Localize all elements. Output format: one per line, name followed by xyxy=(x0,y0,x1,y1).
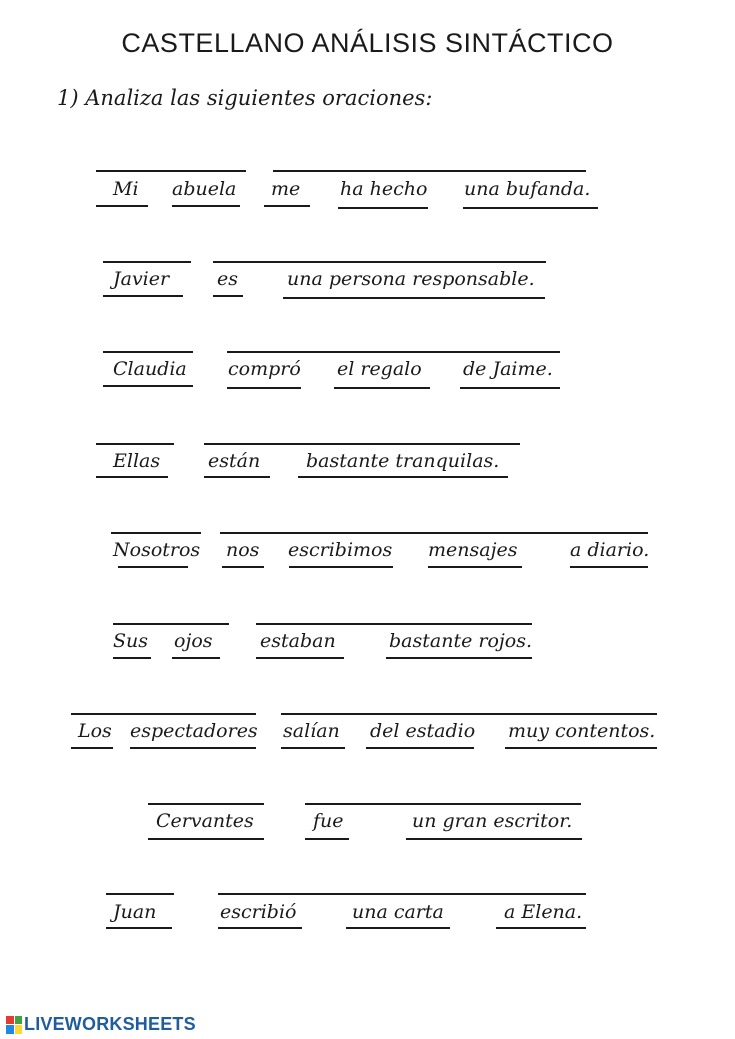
sentence-word: Claudia xyxy=(113,358,187,380)
analysis-line[interactable] xyxy=(305,838,349,840)
analysis-line[interactable] xyxy=(227,387,301,389)
analysis-line[interactable] xyxy=(305,803,581,805)
sentence-word: ojos xyxy=(174,630,213,652)
analysis-line[interactable] xyxy=(71,713,256,715)
sentence-word: están xyxy=(208,450,261,472)
sentence-word: el regalo xyxy=(337,358,422,380)
analysis-line[interactable] xyxy=(386,657,532,659)
analysis-line[interactable] xyxy=(281,713,657,715)
sentence-word: Nosotros xyxy=(113,539,201,561)
sentence-word: Mi xyxy=(113,178,139,200)
analysis-line[interactable] xyxy=(148,838,264,840)
sentence-word: me xyxy=(271,178,301,200)
analysis-line[interactable] xyxy=(227,351,560,353)
analysis-line[interactable] xyxy=(96,170,246,172)
analysis-line[interactable] xyxy=(220,532,648,534)
logo-brand-text: LIVEWORKSHEETS xyxy=(24,1014,196,1034)
analysis-line[interactable] xyxy=(130,747,256,749)
analysis-line[interactable] xyxy=(213,261,546,263)
sentence-word: estaban xyxy=(260,630,336,652)
analysis-line[interactable] xyxy=(338,207,428,209)
analysis-line[interactable] xyxy=(148,803,264,805)
sentence-word: a Elena. xyxy=(504,901,583,923)
analysis-line[interactable] xyxy=(570,566,648,568)
analysis-line[interactable] xyxy=(172,657,220,659)
analysis-line[interactable] xyxy=(118,566,188,568)
analysis-line[interactable] xyxy=(96,443,174,445)
analysis-line[interactable] xyxy=(264,205,310,207)
analysis-line[interactable] xyxy=(96,476,168,478)
instruction-text: 1) Analiza las siguientes oraciones: xyxy=(57,86,433,110)
sentence-word: espectadores xyxy=(130,720,258,742)
sentence-word: una persona responsable. xyxy=(287,268,535,290)
analysis-line[interactable] xyxy=(103,385,193,387)
liveworksheets-logo-icon xyxy=(6,1016,22,1034)
sentence-word: muy contentos. xyxy=(508,720,656,742)
analysis-line[interactable] xyxy=(222,566,264,568)
analysis-line[interactable] xyxy=(103,261,191,263)
analysis-line[interactable] xyxy=(218,927,302,929)
analysis-line[interactable] xyxy=(406,838,582,840)
page-title: CASTELLANO ANÁLISIS SINTÁCTICO xyxy=(121,28,614,58)
analysis-line[interactable] xyxy=(496,927,586,929)
sentence-word: Javier xyxy=(113,268,170,290)
sentence-word: Sus xyxy=(113,630,149,652)
analysis-line[interactable] xyxy=(103,351,193,353)
analysis-line[interactable] xyxy=(428,566,522,568)
analysis-line[interactable] xyxy=(256,657,344,659)
sentence-word: una carta xyxy=(352,901,444,923)
analysis-line[interactable] xyxy=(366,747,474,749)
analysis-line[interactable] xyxy=(96,205,148,207)
sentence-word: es xyxy=(217,268,238,290)
analysis-line[interactable] xyxy=(346,927,450,929)
analysis-line[interactable] xyxy=(256,623,532,625)
sentence-word: mensajes xyxy=(428,539,518,561)
sentence-word: ha hecho xyxy=(340,178,428,200)
analysis-line[interactable] xyxy=(283,297,545,299)
sentence-word: nos xyxy=(226,539,260,561)
sentence-word: Juan xyxy=(113,901,157,923)
analysis-line[interactable] xyxy=(204,443,520,445)
sentence-word: bastante rojos. xyxy=(389,630,533,652)
sentence-word: fue xyxy=(313,810,344,832)
analysis-line[interactable] xyxy=(113,623,229,625)
sentence-word: escribió xyxy=(220,901,297,923)
analysis-line[interactable] xyxy=(460,387,560,389)
sentence-word: Los xyxy=(78,720,112,742)
sentence-word: bastante tranquilas. xyxy=(306,450,500,472)
analysis-line[interactable] xyxy=(218,893,586,895)
analysis-line[interactable] xyxy=(204,476,270,478)
sentence-word: escribimos xyxy=(288,539,393,561)
analysis-line[interactable] xyxy=(463,207,598,209)
analysis-line[interactable] xyxy=(71,747,113,749)
sentence-word: una bufanda. xyxy=(464,178,591,200)
analysis-line[interactable] xyxy=(103,295,183,297)
sentence-word: Ellas xyxy=(113,450,161,472)
analysis-line[interactable] xyxy=(505,747,657,749)
analysis-line[interactable] xyxy=(273,170,586,172)
sentence-word: a diario. xyxy=(570,539,650,561)
liveworksheets-logo[interactable] xyxy=(6,1014,196,1035)
analysis-line[interactable] xyxy=(106,893,174,895)
analysis-line[interactable] xyxy=(113,657,151,659)
analysis-line[interactable] xyxy=(281,747,345,749)
analysis-line[interactable] xyxy=(298,476,508,478)
analysis-line[interactable] xyxy=(111,532,201,534)
sentence-word: abuela xyxy=(172,178,237,200)
analysis-line[interactable] xyxy=(106,927,172,929)
sentence-word: compró xyxy=(228,358,301,380)
sentence-word: de Jaime. xyxy=(463,358,553,380)
analysis-line[interactable] xyxy=(213,295,243,297)
analysis-line[interactable] xyxy=(334,387,430,389)
sentence-word: un gran escritor. xyxy=(412,810,573,832)
sentence-word: salían xyxy=(283,720,340,742)
analysis-line[interactable] xyxy=(172,205,240,207)
sentence-word: Cervantes xyxy=(156,810,254,832)
sentence-word: del estadio xyxy=(370,720,476,742)
analysis-line[interactable] xyxy=(289,566,393,568)
